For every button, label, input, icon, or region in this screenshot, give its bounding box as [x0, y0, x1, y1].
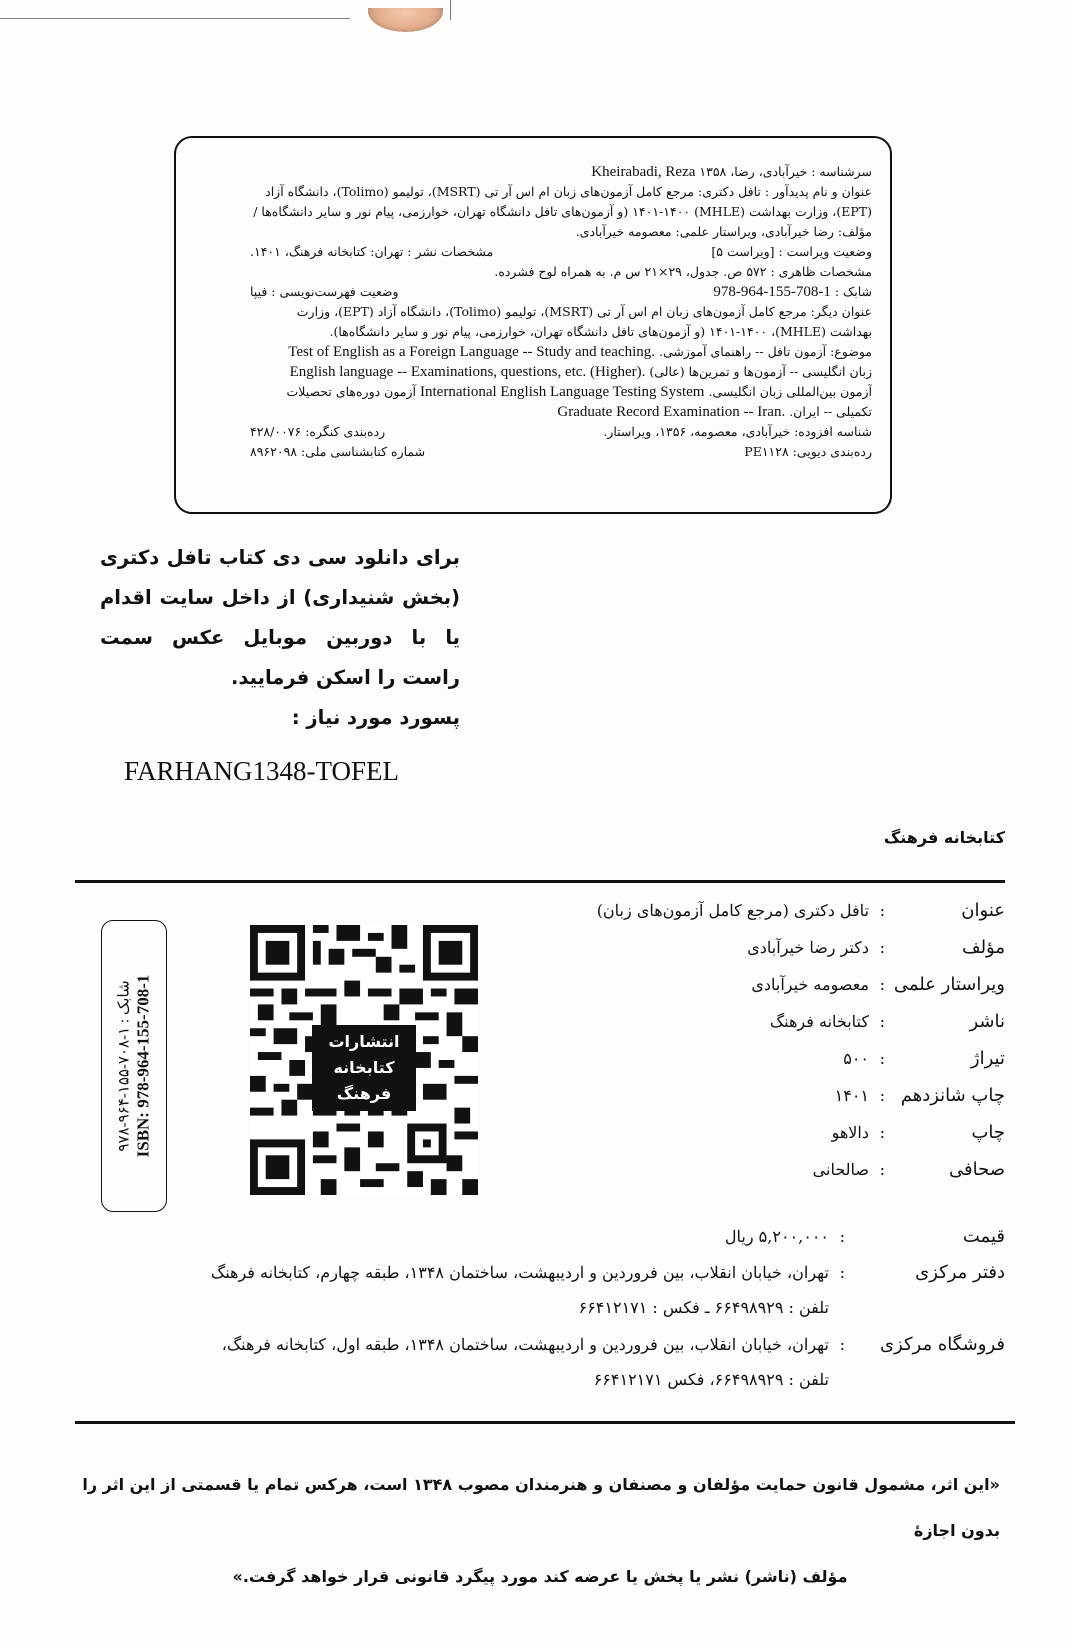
cip-title-1: عنوان و نام پدیدآور : تافل دکتری: مرجع کامل آزمون‌های زبان ام اس آر تی (MSRT)، تولیمو (Tolimo)، دانشگاه آزاد	[265, 184, 872, 199]
info-colon: :	[839, 1335, 845, 1354]
central-office-phone: تلفن : ۶۶۴۹۸۹۲۹ ـ فکس : ۶۶۴۱۲۱۷۱	[578, 1298, 829, 1317]
info-value: دکتر رضا خیرآبادی	[747, 938, 869, 957]
cip-subject-4	[190, 402, 872, 422]
cip-subject-3-fa-a: آزمون بین‌المللی زبان انگلیسی.	[708, 384, 872, 399]
copyright-line-1: «این اثر، مشمول قانون حمایت مؤلفان و مصنفان و هنرمندان مصوب ۱۳۴۸ است، هرکس تمام یا قسمتی از این اثر را بدون اجازهٔ	[82, 1475, 1000, 1540]
cip-isbn-row	[190, 282, 872, 302]
cip-subject-4-fa: تکمیلی -- ایران.	[789, 404, 872, 419]
info-key: تیراژ	[970, 1048, 1005, 1069]
info-key: چاپ شانزدهم	[900, 1085, 1005, 1106]
central-office-row	[125, 1262, 1005, 1298]
cip-subject-3-fa-b: آزمون دوره‌های تحصیلات	[286, 384, 417, 399]
cip-subject-4-en: Graduate Record Examination -- Iran.	[557, 404, 786, 420]
qr-label-line-2: کتابخانه	[333, 1058, 395, 1077]
info-colon: :	[879, 1160, 885, 1179]
info-key: عنوان	[961, 900, 1005, 921]
central-store-address: تهران، خیابان انقلاب، بین فروردین و اردیبهشت، ساختمان ۱۳۴۸، طبقه اول، کتابخانه فرهنگ،	[221, 1335, 829, 1354]
info-row-publisher	[355, 1011, 1005, 1048]
info-row-binding	[355, 1159, 1005, 1196]
qr-label-line-3: فرهنگ	[336, 1084, 392, 1103]
contact-block	[125, 1226, 1005, 1406]
cip-other-title-1: عنوان دیگر: مرجع کامل آزمون‌های زبان ام اس آر تی (MSRT)، تولیمو (Tolimo)، دانشگاه آزاد (EPT)، وزارت	[296, 304, 872, 319]
cip-lc-class: رده‌بندی کنگره: ۴۲۸/۰۰۷۶	[250, 424, 386, 439]
isbn-box	[101, 920, 167, 1212]
info-value: ۱۴۰۱	[834, 1086, 869, 1105]
info-key: چاپ	[971, 1122, 1005, 1143]
cip-title-2: (EPT)، وزارت بهداشت (MHLE) ۱۴۰۱-۱۴۰۰ (و آزمون‌های تافل دانشگاه تهران، خوارزمی، پیام نور و سایر دانشگاه‌ها /	[253, 204, 872, 219]
divider-top	[75, 880, 1005, 883]
divider-bottom	[75, 1421, 1015, 1424]
copyright-notice	[60, 1462, 1020, 1600]
cip-edition-row	[190, 242, 872, 262]
cip-added-entry: شناسه افزوده: خیرآبادی، معصومه، ۱۳۵۶، ویراستار.	[603, 424, 872, 439]
info-row-edition	[355, 1085, 1005, 1122]
cip-isbn	[653, 282, 872, 302]
info-value: کتابخانه فرهنگ	[769, 1012, 869, 1031]
info-row-printer	[355, 1122, 1005, 1159]
cip-subject-3	[190, 382, 872, 402]
cip-title-3: مؤلف: رضا خیرآبادی، ویراستار علمی: معصومه خیرآبادی.	[575, 224, 872, 239]
cip-dewey-row	[190, 442, 872, 462]
cip-edition: وضعیت ویراست : [ویراست ۵]	[711, 244, 872, 259]
cip-subject-2-fa: زبان انگلیسی -- آزمون‌ها و تمرین‌ها (عالی)	[649, 364, 872, 379]
price-label: قیمت	[962, 1226, 1005, 1247]
info-colon: :	[839, 1227, 845, 1246]
info-row-title	[355, 900, 1005, 937]
central-store-label: فروشگاه مرکزی	[879, 1334, 1005, 1355]
isbn-fa: شابک : ۱-۷۰۸-۱۵۵-۹۶۴-۹۷۸	[116, 980, 133, 1152]
password-label: پسورد مورد نیاز :	[291, 706, 460, 729]
info-value: دالاهو	[831, 1123, 869, 1142]
info-colon: :	[839, 1263, 845, 1282]
price-value: ۵,۲۰۰,۰۰۰ ریال	[724, 1227, 829, 1246]
cip-physical: مشخصات ظاهری : ۵۷۲ ص. جدول، ۲۹×۲۱ س م. به همراه لوح فشرده.	[494, 264, 872, 279]
cip-subject-1-en: Test of English as a Foreign Language -- Study and teaching.	[288, 344, 655, 360]
cip-subject-1	[190, 342, 872, 362]
info-key: ناشر	[969, 1011, 1005, 1032]
cip-author	[190, 162, 872, 182]
qr-label-line-1: انتشارات	[328, 1032, 400, 1051]
cip-subject-2-en: English language -- Examinations, questions, etc. (Higher).	[289, 364, 646, 380]
cip-isbn-value: 978-964-155-708-1	[713, 284, 831, 300]
download-instructions	[100, 538, 460, 738]
scan-edge-tick	[450, 0, 451, 20]
central-office-label: دفتر مرکزی	[915, 1262, 1005, 1283]
password-value: FARHANG1348-TOFEL	[124, 756, 400, 786]
cataloging-box	[174, 136, 892, 514]
cip-author-fa: سرشناسه : خیرآبادی، رضا، ۱۳۵۸	[699, 164, 872, 179]
info-value: ۵۰۰	[843, 1049, 869, 1068]
central-store-phone: تلفن : ۶۶۴۹۸۹۲۹، فکس ۶۶۴۱۲۱۷۱	[593, 1370, 829, 1389]
cip-subject-3-en: International English Language Testing System	[420, 384, 705, 400]
info-colon: :	[879, 1049, 885, 1068]
info-colon: :	[879, 1123, 885, 1142]
info-key: صحافی	[949, 1159, 1005, 1180]
central-store-row	[125, 1334, 1005, 1370]
info-value: معصومه خیرآبادی	[751, 975, 869, 994]
info-colon: :	[879, 975, 885, 994]
download-text: برای دانلود سی دی کتاب تافل دکتری (بخش شنیداری) از داخل سایت اقدام یا با دوربین موبایل عکس سمت راست را اسکن فرمایید.	[100, 546, 460, 689]
isbn-rotated	[115, 975, 154, 1158]
info-colon: :	[879, 901, 885, 920]
thumb-artifact	[368, 8, 443, 32]
info-key: مؤلف	[961, 937, 1005, 958]
isbn-en: ISBN: 978-964-155-708-1	[133, 974, 153, 1158]
info-value: صالحانی	[812, 1160, 869, 1179]
cip-added-row	[190, 422, 872, 442]
cip-publication: مشخصات نشر : تهران: کتابخانه فرهنگ، ۱۴۰۱.	[250, 244, 494, 259]
cip-national-bib: شماره کتابشناسی ملی: ۸۹۶۲۰۹۸	[250, 444, 426, 459]
scan-edge-line	[0, 18, 350, 19]
cip-other-title-2: بهداشت (MHLE)، ۱۴۰۱-۱۴۰۰ (و آزمون‌های تافل دانشگاه تهران، خوارزمی، پیام نور و سایر دانشگاه‌ها).	[329, 324, 872, 339]
central-office-address: تهران، خیابان انقلاب، بین فروردین و اردیبهشت، ساختمان ۱۳۴۸، طبقه چهارم، کتابخانه فرهنگ	[210, 1263, 829, 1282]
info-key: ویراستار علمی	[893, 974, 1005, 995]
cip-subject-2	[190, 362, 872, 382]
publisher-heading: کتابخانه فرهنگ	[883, 828, 1005, 847]
info-row-editor	[355, 974, 1005, 1011]
info-value: تافل دکتری (مرجع کامل آزمون‌های زبان)	[596, 901, 869, 920]
cip-subject-1-fa: موضوع: آزمون تافل -- راهنمای آموزشی.	[658, 344, 872, 359]
book-info-table	[355, 900, 1005, 1196]
cip-dewey: رده‌بندی دیویی: PE۱۱۲۸	[744, 444, 872, 459]
info-colon: :	[879, 1086, 885, 1105]
cip-status: وضعیت فهرست‌نویسی : فیپا	[250, 284, 399, 299]
info-colon: :	[879, 938, 885, 957]
cip-isbn-label: شابک :	[834, 284, 872, 299]
copyright-line-2: مؤلف (ناشر) نشر یا پخش یا عرضه کند مورد پیگرد قانونی قرار خواهد گرفت.»	[232, 1567, 848, 1586]
info-colon: :	[879, 1012, 885, 1031]
cip-author-latin: Kheirabadi, Reza	[591, 164, 696, 180]
info-row-circulation	[355, 1048, 1005, 1085]
info-row-author	[355, 937, 1005, 974]
price-row	[125, 1226, 1005, 1262]
